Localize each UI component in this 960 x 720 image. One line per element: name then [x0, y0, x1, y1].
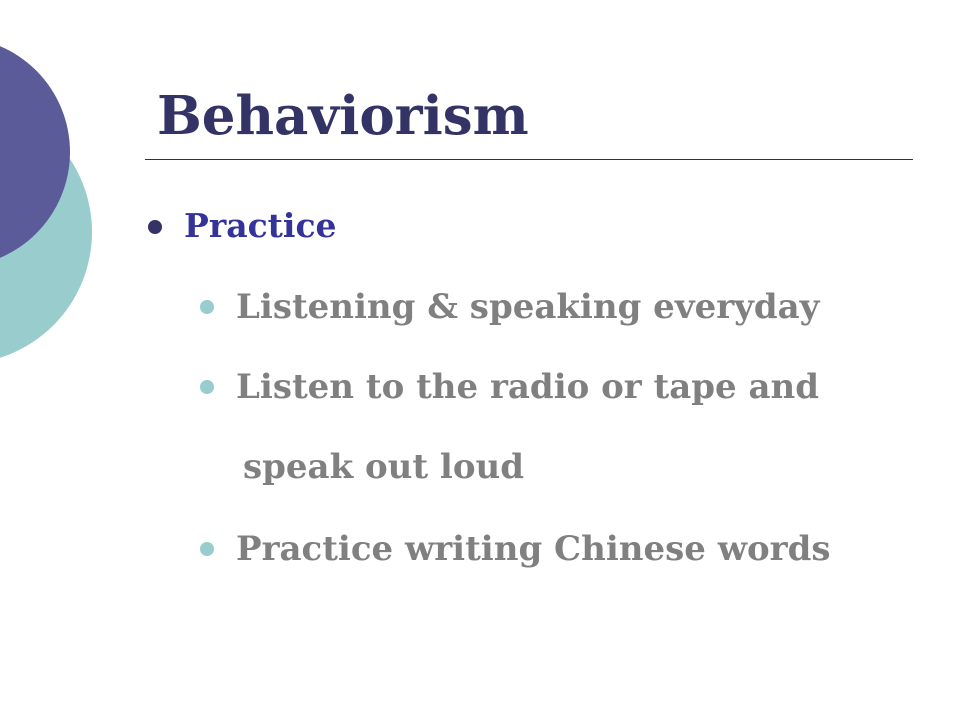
sub-bullet-dot [200, 380, 214, 394]
title-divider [145, 159, 913, 160]
sub-item-listen-radio-continued: speak out loud [243, 447, 524, 487]
slide-title: Behaviorism [157, 85, 529, 147]
decorative-circles [0, 0, 120, 400]
sub-item-writing: Practice writing Chinese words [236, 529, 831, 569]
sub-item-listening-speaking: Listening & speaking everyday [236, 287, 820, 327]
bullet-dot [148, 220, 162, 234]
bullet-practice: Practice [184, 206, 337, 245]
sub-bullet-dot [200, 300, 214, 314]
sub-bullet-dot [200, 542, 214, 556]
sub-item-listen-radio: Listen to the radio or tape and [236, 367, 820, 407]
